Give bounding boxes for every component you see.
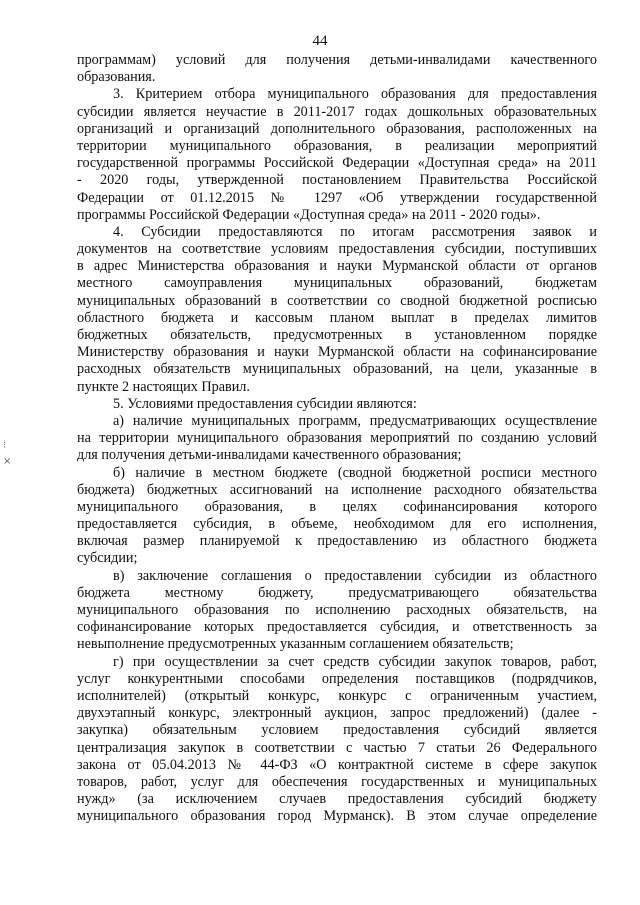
text-line: муниципального образования, в целях софинансирования которого	[77, 498, 597, 515]
text-line: б) наличие в местном бюджете (сводной бюджетной росписи местного	[113, 464, 597, 481]
text-line: Федерации от 01.12.2015 № 1297 «Об утверждении государственной	[77, 189, 597, 206]
text-line: бюджетных обязательств, предусмотренных в установленном порядке	[77, 327, 597, 343]
margin-mark: ×	[3, 456, 12, 467]
body-text	[77, 52, 597, 825]
text-line: предоставляется субсидия, в объеме, необходимом для его исполнения,	[77, 516, 597, 533]
text-line: субсидии;	[77, 550, 138, 567]
text-line: услуг конкурентными способами определения поставщиков (подрядчиков,	[77, 670, 597, 687]
text-line: муниципального образования город Мурманск). В этом случае определение	[77, 808, 597, 825]
text-line: на территории муниципального образования мероприятий по созданию условий	[77, 430, 597, 447]
text-line: местного самоуправления муниципальных образований, бюджетам	[77, 275, 597, 292]
text-line: а) наличие муниципальных программ, предусматривающих осуществление	[113, 412, 597, 429]
text-line: в) заключение соглашения о предоставлении субсидии из областного	[113, 567, 597, 584]
page-number: 44	[312, 33, 328, 49]
text-line: невыполнение предусмотренных указанным соглашением обязательств;	[77, 636, 514, 653]
text-line: субсидии является неучастие в 2011-2017 годах дошкольных образовательных	[77, 103, 597, 120]
text-line: муниципальных образований в соответствии со сводной бюджетной росписью	[77, 292, 597, 309]
text-line: двухэтапный конкурс, электронный аукцион, запрос предложений) (далее -	[77, 705, 597, 722]
text-line: пункте 2 настоящих Правил.	[77, 378, 250, 395]
text-line: товаров, работ, услуг для обеспечения государственных и муниципальных	[77, 773, 597, 790]
text-line: территории муниципального образования, в реализации мероприятий	[77, 137, 597, 154]
text-line: исполнителей) (открытый конкурс, конкурс с ограниченным участием,	[77, 687, 597, 704]
text-line: Министерству образования и науки Мурманской области на софинансирование	[77, 344, 597, 361]
text-line: образования.	[77, 69, 156, 86]
text-line: документов на соответствие условиям предоставления субсидии, поступивших	[77, 241, 597, 258]
text-line: организаций и организаций дополнительного образования, расположенных на	[77, 120, 597, 137]
text-line: закона от 05.04.2013 № 44-ФЗ «О контрактной системе в сфере закупок	[77, 756, 597, 773]
text-line: бюджета) бюджетных ассигнований на исполнение расходного обязательства	[77, 481, 597, 498]
text-line: бюджета местному бюджету, предусматривающего обязательства	[77, 584, 597, 601]
text-line: для получения детьми-инвалидами качественного образования;	[77, 447, 462, 464]
text-line: г) при осуществлении за счет средств субсидии закупок товаров, работ,	[113, 653, 597, 670]
text-line: муниципального образования по исполнению расходных обязательств, на	[77, 602, 597, 618]
text-line: программы Российской Федерации «Доступная среда» на 2011 - 2020 годы».	[77, 206, 541, 223]
text-line: софинансирование которых предоставляется субсидия, и ответственность за	[77, 619, 597, 636]
text-line: 3. Критерием отбора муниципального образования для предоставления	[113, 86, 597, 103]
text-line: в адрес Министерства образования и науки Мурманской области от органов	[77, 258, 597, 275]
text-line: включая размер планируемой к предоставлению из областного бюджета	[77, 533, 597, 550]
text-line: 5. Условиями предоставления субсидии являются:	[113, 395, 417, 412]
text-line: расходных обязательств муниципальных образований, на цели, указанные в	[77, 361, 597, 378]
text-line: закупка) обязательным условием предоставления субсидий является	[77, 722, 597, 739]
text-line: - 2020 годы, утвержденной постановлением Правительства Российской	[77, 172, 597, 189]
text-line: централизация закупок в соответствии с частью 7 статьи 26 Федерального	[77, 739, 597, 756]
text-line: 4. Субсидии предоставляются по итогам рассмотрения заявок и	[113, 223, 597, 240]
text-line: программам) условий для получения детьми-инвалидами качественного	[77, 52, 597, 68]
text-line: государственной программы Российской Федерации «Доступная среда» на 2011	[77, 155, 597, 172]
text-line: областного бюджета и кассовым планом выплат в пределах лимитов	[77, 309, 597, 326]
margin-mark: ⁝	[3, 440, 7, 451]
text-line: нужд» (за исключением случаев предоставления субсидий бюджету	[77, 791, 597, 808]
